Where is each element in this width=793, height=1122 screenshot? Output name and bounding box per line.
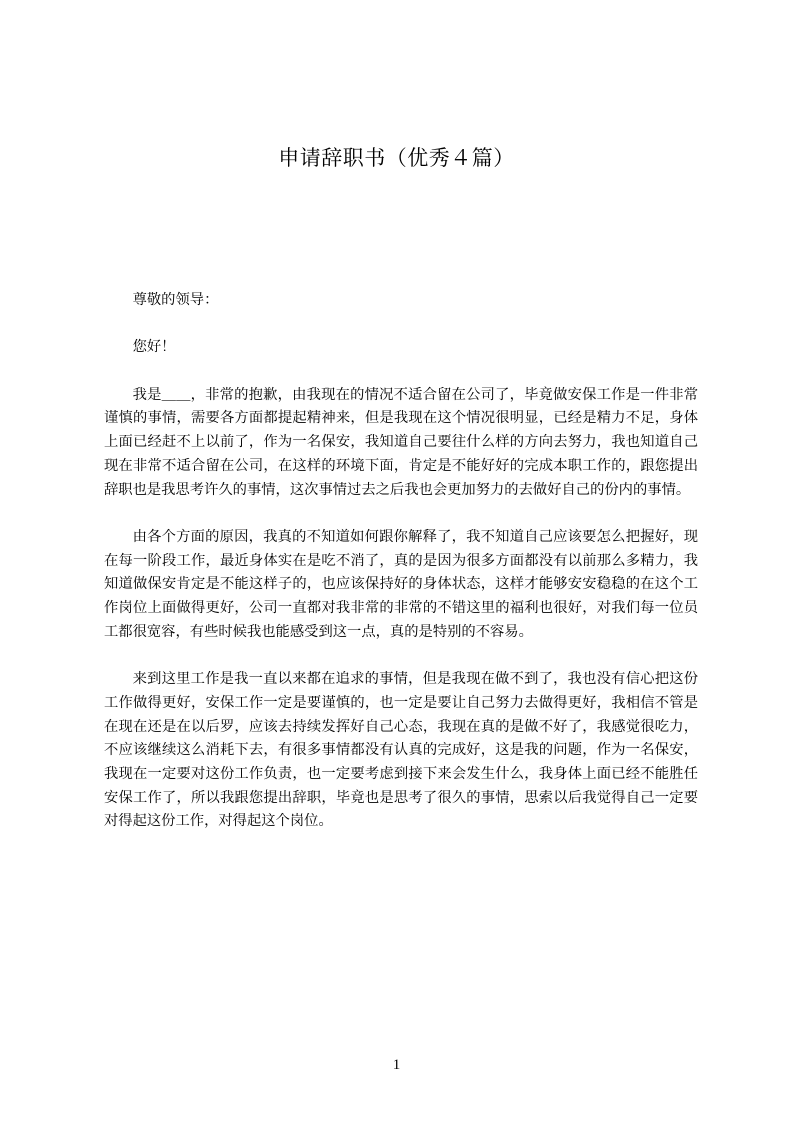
body-paragraph-3: 来到这里工作是我一直以来都在追求的事情，但是我现在做不到了，我也没有信心把这份工作做得更好，安保工作一定是要谨慎的，也一定是要让自己努力去做得更好，我相信不管是在现在还是在以后罗，应该去持续发挥好自己心态，我现在真的是做不好了，我感觉很吃力，不应该继续这么消耗下去，有很多事情都没有认真的完成好，这是我的问题，作为一名保安，我现在一定要对这份工作负责，也一定要考虑到接下来会发生什么，我身体上面已经不能胜任安保工作了，所以我跟您提出辞职，毕竟也是思考了很久的事情，思索以后我觉得自己一定要对得起这份工作，对得起这个岗位。	[104, 671, 698, 830]
body-paragraph-2: 由各个方面的原因，我真的不知道如何跟你解释了，我不知道自己应该要怎么把握好，现在每一阶段工作，最近身体实在是吃不消了，真的是因为很多方面都没有以前那么多精力，我知道做保安肯定是不能这样子的，也应该保持好的身体状态，这样才能够安安稳稳的在这个工作岗位上面做得更好，公司一直都对我非常的非常的不错这里的福利也很好，对我们每一位员工都很宽容，有些时候我也能感受到这一点，真的是特别的不容易。	[104, 528, 698, 640]
document-title: 申请辞职书（优秀４篇）	[278, 146, 515, 170]
body-paragraph-1: 我是＿＿，非常的抱歉，由我现在的情况不适合留在公司了，毕竟做安保工作是一件非常谨慎的事情，需要各方面都提起精神来，但是我现在这个情况很明显，已经是精力不足，身体上面已经赶不上以前了，作为一名保安，我知道自己要往什么样的方向去努力，我也知道自己现在非常不适合留在公司，在这样的环境下面，肯定是不能好好的完成本职工作的，跟您提出辞职也是我思考许久的事情，这次事情过去之后我也会更加努力的去做好自己的份内的事情。	[104, 386, 698, 498]
document-body	[104, 289, 698, 834]
salutation: 尊敬的领导：	[132, 292, 219, 308]
page-number: 1	[392, 1057, 401, 1073]
greeting: 您好！	[132, 339, 176, 356]
